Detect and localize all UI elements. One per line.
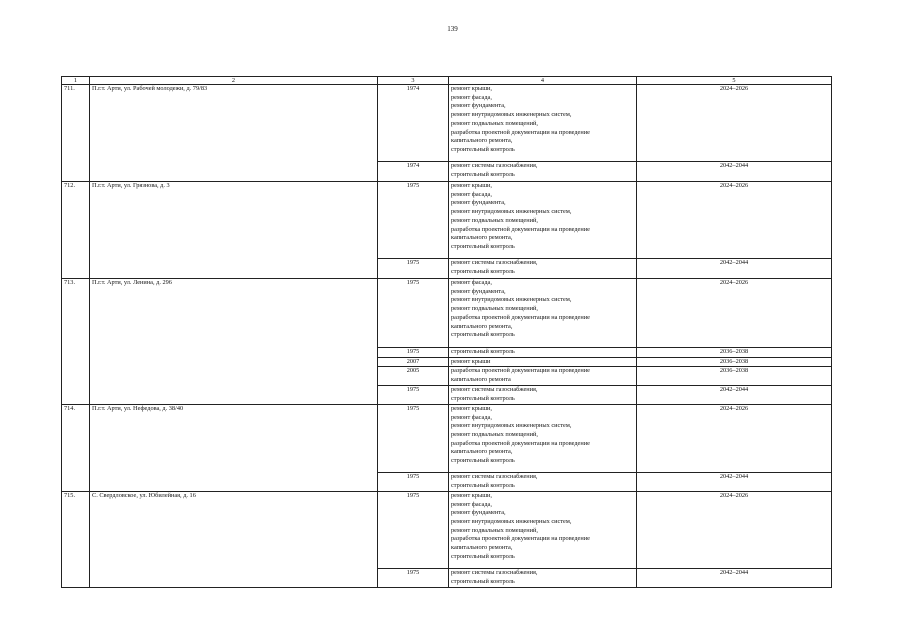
col-header-1: 1 <box>62 77 90 85</box>
work-item: ремонт системы газоснабжения, <box>451 568 538 576</box>
table-row <box>62 491 832 568</box>
period-cell: 2042–2044 <box>637 472 832 491</box>
work-item: ремонт системы газоснабжения, <box>451 162 538 169</box>
work-item: ремонт внутридомовых инженерных систем, <box>451 208 572 216</box>
work-item: строительный контроль <box>451 331 515 339</box>
work-item: строительный контроль <box>451 145 515 153</box>
period-cell: 2024–2026 <box>637 85 832 162</box>
work-item: ремонт системы газоснабжения, <box>451 259 538 266</box>
year-cell: 1974 <box>378 162 449 182</box>
table-row <box>62 85 832 162</box>
col-header-3: 3 <box>378 77 449 85</box>
works-cell <box>449 182 637 259</box>
work-item: капитального ремонта, <box>451 448 513 456</box>
work-item: ремонт крыши <box>451 357 491 365</box>
period-cell: 2036–2038 <box>637 348 832 358</box>
col-header-4: 4 <box>449 77 637 85</box>
year-cell: 1975 <box>378 259 449 279</box>
work-item: ремонт фасада, <box>451 500 492 508</box>
works-cell <box>449 357 637 367</box>
work-item: капитального ремонта <box>451 376 511 384</box>
work-item: ремонт фундамента, <box>451 287 506 295</box>
period-cell: 2042–2044 <box>637 162 832 182</box>
table-row <box>62 182 832 259</box>
year-cell: 2007 <box>378 357 449 367</box>
work-item: разработка проектной документации на проведение <box>451 313 590 321</box>
table-row <box>62 279 832 348</box>
works-cell <box>449 259 637 279</box>
work-item: разработка проектной документации на проведение <box>451 367 590 375</box>
work-item: ремонт фасада, <box>451 413 492 421</box>
building-address: С. Свердловское, ул. Юбилейная, д. 16 <box>90 491 378 587</box>
row-number: 712. <box>62 182 90 279</box>
work-item: капитального ремонта, <box>451 544 513 552</box>
period-cell: 2036–2038 <box>637 367 832 385</box>
works-cell <box>449 279 637 348</box>
year-cell: 1975 <box>378 491 449 568</box>
building-address: П.г.т. Арти, ул. Грязнова, д. 3 <box>90 182 378 279</box>
period-cell: 2024–2026 <box>637 279 832 348</box>
work-item: ремонт внутридомовых инженерных систем, <box>451 111 572 119</box>
row-number: 713. <box>62 279 90 405</box>
work-item: ремонт подвальных помещений, <box>451 216 538 224</box>
year-cell: 1975 <box>378 385 449 404</box>
work-item: строительный контроль <box>451 170 515 178</box>
work-item: капитального ремонта, <box>451 234 513 242</box>
capital-repair-table <box>61 76 832 588</box>
work-item: ремонт крыши, <box>451 404 493 412</box>
year-cell: 1975 <box>378 348 449 358</box>
year-cell: 1975 <box>378 182 449 259</box>
page-number: 139 <box>447 25 458 33</box>
period-cell: 2042–2044 <box>637 568 832 587</box>
year-cell: 1975 <box>378 404 449 472</box>
table-header-row <box>62 77 832 85</box>
work-item: капитального ремонта, <box>451 322 513 330</box>
work-item: ремонт фасада, <box>451 190 492 198</box>
works-cell <box>449 568 637 587</box>
col-header-2: 2 <box>90 77 378 85</box>
work-item: ремонт крыши, <box>451 182 493 189</box>
work-item: строительный контроль <box>451 242 515 250</box>
year-cell: 2005 <box>378 367 449 385</box>
year-cell: 1974 <box>378 85 449 162</box>
work-item: ремонт внутридомовых инженерных систем, <box>451 422 572 430</box>
row-number: 715. <box>62 491 90 587</box>
work-item: ремонт внутридомовых инженерных систем, <box>451 296 572 304</box>
row-number: 711. <box>62 85 90 182</box>
work-item: строительный контроль <box>451 267 515 275</box>
building-address: П.г.т. Арти, ул. Рабочей молодежи, д. 79/83 <box>90 85 378 182</box>
works-cell <box>449 348 637 358</box>
period-cell: 2024–2026 <box>637 404 832 472</box>
work-item: ремонт подвальных помещений, <box>451 305 538 313</box>
year-cell: 1975 <box>378 568 449 587</box>
building-address: П.г.т. Арти, ул. Ленина, д. 296 <box>90 279 378 405</box>
work-item: разработка проектной документации на проведение <box>451 439 590 447</box>
work-item: строительный контроль <box>451 457 515 465</box>
work-item: ремонт внутридомовых инженерных систем, <box>451 517 572 525</box>
year-cell: 1975 <box>378 279 449 348</box>
works-cell <box>449 491 637 568</box>
works-cell <box>449 404 637 472</box>
works-cell <box>449 85 637 162</box>
work-item: ремонт фундамента, <box>451 102 506 110</box>
work-item: ремонт крыши, <box>451 491 493 499</box>
work-item: строительный контроль <box>451 577 515 585</box>
work-item: ремонт крыши, <box>451 85 493 92</box>
work-item: разработка проектной документации на проведение <box>451 128 590 136</box>
work-item: капитального ремонта, <box>451 137 513 145</box>
work-item: ремонт подвальных помещений, <box>451 119 538 127</box>
period-cell: 2024–2026 <box>637 182 832 259</box>
work-item: ремонт подвальных помещений, <box>451 526 538 534</box>
work-item: разработка проектной документации на проведение <box>451 225 590 233</box>
work-item: строительный контроль <box>451 552 515 560</box>
work-item: разработка проектной документации на проведение <box>451 535 590 543</box>
work-item: ремонт системы газоснабжения, <box>451 385 538 393</box>
building-address: П.г.т. Арти, ул. Нефедова, д. 38/40 <box>90 404 378 491</box>
work-item: ремонт фасада, <box>451 279 492 286</box>
table-row <box>62 404 832 472</box>
works-cell <box>449 367 637 385</box>
year-cell: 1975 <box>378 472 449 491</box>
work-item: строительный контроль <box>451 394 515 402</box>
work-item: строительный контроль <box>451 481 515 489</box>
period-cell: 2042–2044 <box>637 259 832 279</box>
works-cell <box>449 162 637 182</box>
works-cell <box>449 472 637 491</box>
work-item: ремонт фасада, <box>451 93 492 101</box>
works-cell <box>449 385 637 404</box>
work-item: ремонт фундамента, <box>451 509 506 517</box>
work-item: ремонт подвальных помещений, <box>451 430 538 438</box>
work-item: ремонт фундамента, <box>451 199 506 207</box>
col-header-5: 5 <box>637 77 832 85</box>
row-number: 714. <box>62 404 90 491</box>
period-cell: 2024–2026 <box>637 491 832 568</box>
work-item: ремонт системы газоснабжения, <box>451 472 538 480</box>
period-cell: 2042–2044 <box>637 385 832 404</box>
period-cell: 2036–2038 <box>637 357 832 367</box>
work-item: строительный контроль <box>451 348 515 355</box>
